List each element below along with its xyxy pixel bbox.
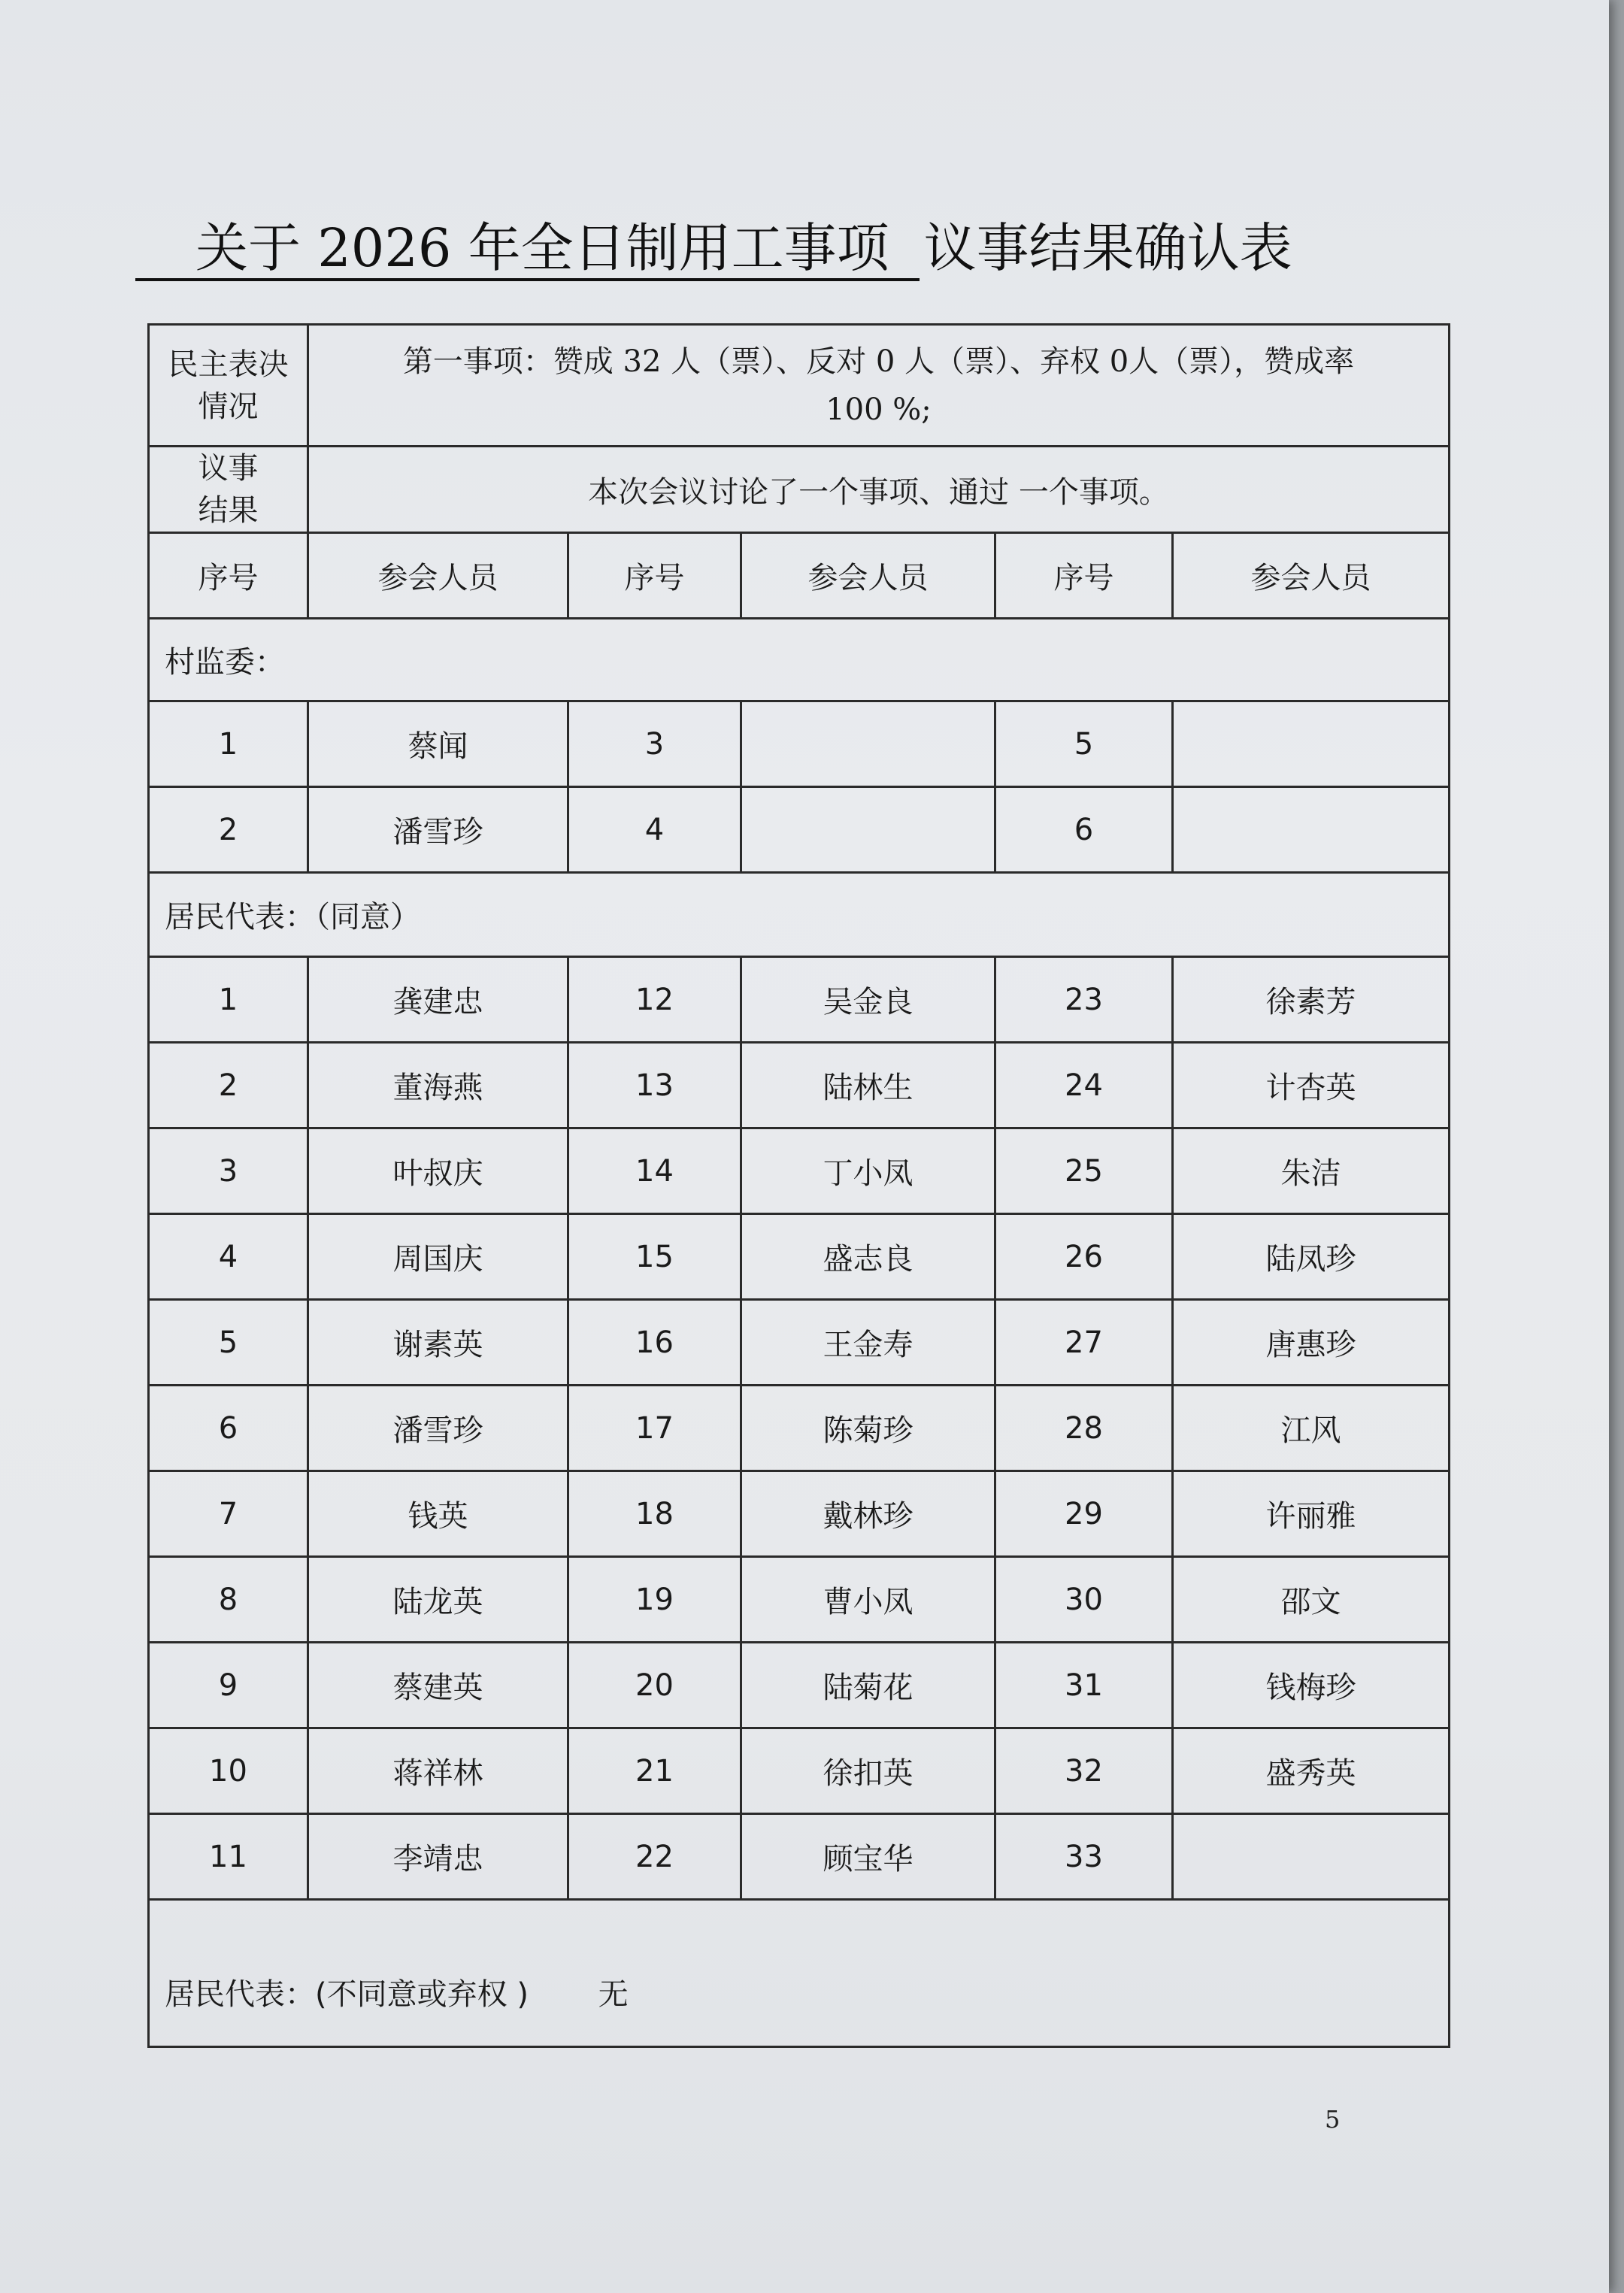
vote-label-cell xyxy=(149,325,308,447)
title-suffix: 议事结果确认表 xyxy=(923,217,1292,279)
seq-cell: 21 xyxy=(568,1728,741,1814)
result-text: 本次会议讨论了一个事项、通过 一个事项。 xyxy=(308,447,1450,533)
seq-cell: 30 xyxy=(995,1557,1173,1643)
header-seq-1: 序号 xyxy=(149,533,308,619)
seq-cell: 31 xyxy=(995,1643,1173,1728)
seq-cell: 18 xyxy=(568,1471,741,1557)
table-row xyxy=(149,1386,1450,1471)
table-row xyxy=(149,1128,1450,1214)
attendee-cell xyxy=(1173,701,1450,787)
attendee-cell: 唐惠珍 xyxy=(1173,1300,1450,1386)
seq-cell: 3 xyxy=(149,1128,308,1214)
header-attendee-3: 参会人员 xyxy=(1173,533,1450,619)
seq-cell: 33 xyxy=(995,1814,1173,1900)
header-attendee-2: 参会人员 xyxy=(741,533,995,619)
seq-cell: 15 xyxy=(568,1214,741,1300)
attendee-cell: 江风 xyxy=(1173,1386,1450,1471)
attendee-cell xyxy=(1173,787,1450,873)
attendee-cell: 吴金良 xyxy=(741,957,995,1043)
attendee-cell: 王金寿 xyxy=(741,1300,995,1386)
attendee-cell xyxy=(1173,1814,1450,1900)
table-row xyxy=(149,1728,1450,1814)
result-row xyxy=(149,447,1450,533)
seq-cell: 2 xyxy=(149,1043,308,1128)
residents-agree-label: 居民代表：（同意） xyxy=(149,873,1450,957)
seq-cell: 1 xyxy=(149,957,308,1043)
attendee-cell: 徐扣英 xyxy=(741,1728,995,1814)
table-row xyxy=(149,1643,1450,1728)
seq-cell: 29 xyxy=(995,1471,1173,1557)
attendee-cell xyxy=(741,787,995,873)
seq-cell: 8 xyxy=(149,1557,308,1643)
seq-cell: 4 xyxy=(568,787,741,873)
dissent-label: 居民代表：(不同意或弃权 ) xyxy=(165,1977,529,2012)
attendee-cell: 陆菊花 xyxy=(741,1643,995,1728)
attendee-cell: 陆龙英 xyxy=(308,1557,568,1643)
table-row xyxy=(149,1471,1450,1557)
attendee-cell: 钱英 xyxy=(308,1471,568,1557)
header-attendee-1: 参会人员 xyxy=(308,533,568,619)
result-label-cell xyxy=(149,447,308,533)
header-row xyxy=(149,533,1450,619)
seq-cell: 4 xyxy=(149,1214,308,1300)
seq-cell: 17 xyxy=(568,1386,741,1471)
seq-cell: 5 xyxy=(995,701,1173,787)
attendee-cell: 周国庆 xyxy=(308,1214,568,1300)
attendee-cell: 邵文 xyxy=(1173,1557,1450,1643)
attendee-cell: 盛秀英 xyxy=(1173,1728,1450,1814)
attendee-cell: 陆凤珍 xyxy=(1173,1214,1450,1300)
seq-cell: 3 xyxy=(568,701,741,787)
seq-cell: 20 xyxy=(568,1643,741,1728)
seq-cell: 23 xyxy=(995,957,1173,1043)
header-seq-2: 序号 xyxy=(568,533,741,619)
dissent-cell xyxy=(149,1900,1450,2047)
table-row xyxy=(149,1043,1450,1128)
supervisory-section-row xyxy=(149,619,1450,701)
table-row xyxy=(149,1214,1450,1300)
seq-cell: 11 xyxy=(149,1814,308,1900)
seq-cell: 32 xyxy=(995,1728,1173,1814)
seq-cell: 1 xyxy=(149,701,308,787)
page-number: 5 xyxy=(1325,2105,1341,2134)
residents-section-row xyxy=(149,873,1450,957)
attendee-cell xyxy=(741,701,995,787)
result-label: 议事结果 xyxy=(198,451,259,528)
table-row xyxy=(149,957,1450,1043)
seq-cell: 16 xyxy=(568,1300,741,1386)
attendee-cell: 李靖忠 xyxy=(308,1814,568,1900)
attendee-cell: 蔡建英 xyxy=(308,1643,568,1728)
attendee-cell: 潘雪珍 xyxy=(308,787,568,873)
seq-cell: 26 xyxy=(995,1214,1173,1300)
attendee-cell: 顾宝华 xyxy=(741,1814,995,1900)
attendee-cell: 龚建忠 xyxy=(308,957,568,1043)
attendee-cell: 董海燕 xyxy=(308,1043,568,1128)
attendee-cell: 陆林生 xyxy=(741,1043,995,1128)
seq-cell: 24 xyxy=(995,1043,1173,1128)
confirmation-table xyxy=(147,323,1450,2048)
seq-cell: 12 xyxy=(568,957,741,1043)
attendee-cell: 曹小凤 xyxy=(741,1557,995,1643)
vote-content-cell xyxy=(308,325,1450,447)
table-row xyxy=(149,1557,1450,1643)
attendee-cell: 徐素芳 xyxy=(1173,957,1450,1043)
seq-cell: 27 xyxy=(995,1300,1173,1386)
dissent-row xyxy=(149,1900,1450,2047)
seq-cell: 6 xyxy=(995,787,1173,873)
seq-cell: 14 xyxy=(568,1128,741,1214)
document-title xyxy=(135,214,1474,282)
attendee-cell: 叶叔庆 xyxy=(308,1128,568,1214)
seq-cell: 13 xyxy=(568,1043,741,1128)
header-seq-3: 序号 xyxy=(995,533,1173,619)
attendee-cell: 朱洁 xyxy=(1173,1128,1450,1214)
seq-cell: 19 xyxy=(568,1557,741,1643)
attendee-cell: 潘雪珍 xyxy=(308,1386,568,1471)
attendee-cell: 许丽雅 xyxy=(1173,1471,1450,1557)
table-row xyxy=(149,1814,1450,1900)
seq-cell: 10 xyxy=(149,1728,308,1814)
seq-cell: 9 xyxy=(149,1643,308,1728)
vote-line-2: 100 %; xyxy=(826,392,932,427)
table-row xyxy=(149,787,1450,873)
attendee-cell: 盛志良 xyxy=(741,1214,995,1300)
attendee-cell: 蒋祥林 xyxy=(308,1728,568,1814)
title-underlined-part: 关于 2026 年全日制用工事项 xyxy=(135,218,920,281)
seq-cell: 22 xyxy=(568,1814,741,1900)
seq-cell: 5 xyxy=(149,1300,308,1386)
vote-line-1: 第一事项：赞成 32 人（票）、反对 0 人（票）、弃权 0人（票），赞成率 xyxy=(402,344,1355,379)
dissent-value: 无 xyxy=(598,1977,629,2012)
seq-cell: 7 xyxy=(149,1471,308,1557)
attendee-cell: 钱梅珍 xyxy=(1173,1643,1450,1728)
table-row xyxy=(149,1300,1450,1386)
seq-cell: 25 xyxy=(995,1128,1173,1214)
seq-cell: 2 xyxy=(149,787,308,873)
vote-label: 民主表决情况 xyxy=(168,347,289,424)
supervisory-label: 村监委： xyxy=(149,619,1450,701)
attendee-cell: 戴林珍 xyxy=(741,1471,995,1557)
seq-cell: 28 xyxy=(995,1386,1173,1471)
attendee-cell: 陈菊珍 xyxy=(741,1386,995,1471)
attendee-cell: 丁小凤 xyxy=(741,1128,995,1214)
seq-cell: 6 xyxy=(149,1386,308,1471)
table-row xyxy=(149,701,1450,787)
attendee-cell: 谢素英 xyxy=(308,1300,568,1386)
attendee-cell: 蔡闻 xyxy=(308,701,568,787)
vote-row xyxy=(149,325,1450,447)
attendee-cell: 计杏英 xyxy=(1173,1043,1450,1128)
